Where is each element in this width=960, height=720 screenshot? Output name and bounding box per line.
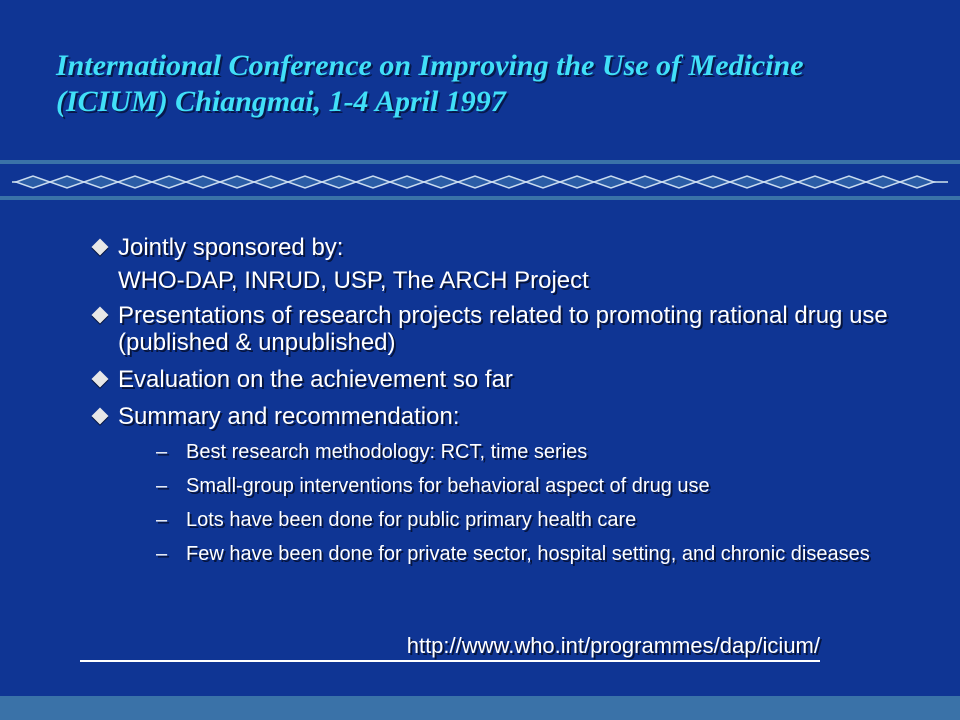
diamond-chain-divider [12, 174, 948, 190]
sub-bullet-item [156, 440, 912, 464]
footer-band [0, 696, 960, 720]
slide-title [56, 48, 936, 120]
chain-diamond [594, 176, 628, 188]
chain-diamond [390, 176, 424, 188]
bullet-text: Presentations of research projects related to promoting rational drug use (published & unpublished) [118, 302, 888, 356]
chain-diamond [186, 176, 220, 188]
bullet-item [92, 403, 912, 430]
dash-marker: – [156, 543, 168, 565]
chain-diamond [118, 176, 152, 188]
dash-marker: – [156, 509, 168, 531]
bullet-text: Evaluation on the achievement so far [118, 366, 513, 393]
chain-diamond [866, 176, 900, 188]
dash-marker: – [156, 475, 168, 497]
top-rule [0, 160, 960, 164]
chain-diamond [220, 176, 254, 188]
diamond-bullet-icon [92, 371, 109, 388]
bullet-item [92, 366, 912, 393]
bottom-rule [0, 196, 960, 200]
bullet-item [92, 234, 912, 261]
bullet-text: Jointly sponsored by: [118, 234, 344, 261]
chain-diamond [254, 176, 288, 188]
chain-diamond [50, 176, 84, 188]
slide-body [92, 234, 912, 576]
chain-diamond [832, 176, 866, 188]
dash-marker: – [156, 441, 168, 463]
title-line-2: (ICIUM) Chiangmai, 1-4 April 1997 [56, 85, 506, 118]
chain-diamond [730, 176, 764, 188]
sub-bullet-text: Lots have been done for public primary health care [186, 509, 637, 531]
sub-bullet-text: Small-group interventions for behavioral aspect of drug use [186, 475, 710, 497]
chain-diamond [492, 176, 526, 188]
sub-bullet-text: Few have been done for private sector, hospital setting, and chronic diseases [186, 543, 870, 565]
bullet-item [92, 302, 912, 356]
chain-diamond [798, 176, 832, 188]
chain-diamond [152, 176, 186, 188]
chain-diamond [16, 176, 50, 188]
chain-diamond [560, 176, 594, 188]
bullet-continuation: WHO-DAP, INRUD, USP, The ARCH Project [118, 267, 589, 294]
sub-bullet-item [156, 542, 912, 566]
chain-diamond [458, 176, 492, 188]
title-line-1: International Conference on Improving the Use of Medicine [56, 49, 804, 82]
chain-diamond [662, 176, 696, 188]
diamond-bullet-icon [92, 408, 109, 425]
chain-diamond [288, 176, 322, 188]
chain-diamond [696, 176, 730, 188]
chain-diamond [322, 176, 356, 188]
diamond-bullet-icon [92, 239, 109, 256]
chain-diamond [628, 176, 662, 188]
sub-bullet-list [92, 440, 912, 566]
sub-bullet-item [156, 508, 912, 532]
sub-bullet-item [156, 474, 912, 498]
chain-diamond [356, 176, 390, 188]
bullet-text: Summary and recommendation: [118, 403, 460, 430]
chain-diamond [900, 176, 934, 188]
chain-diamond [424, 176, 458, 188]
chain-diamond [526, 176, 560, 188]
icium-link[interactable]: http://www.who.int/programmes/dap/icium/ [80, 634, 820, 662]
chain-diamond [764, 176, 798, 188]
chain-diamond [84, 176, 118, 188]
sub-bullet-text: Best research methodology: RCT, time series [186, 441, 588, 463]
diamond-bullet-icon [92, 307, 109, 324]
